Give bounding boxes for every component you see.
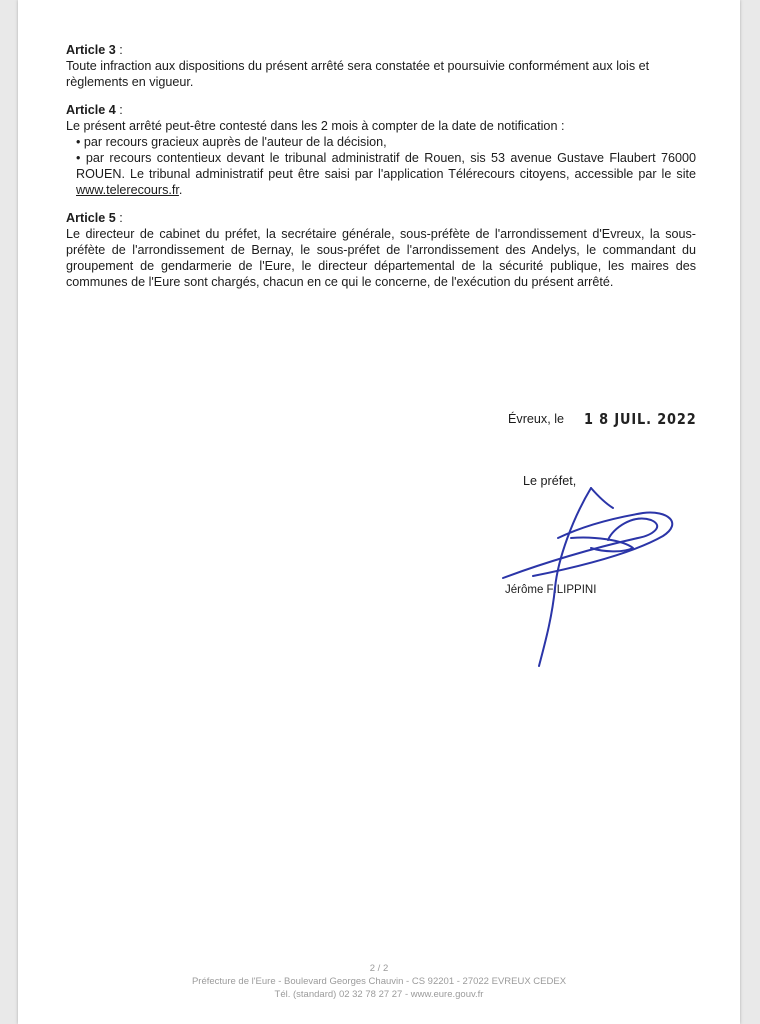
footer-contact: Tél. (standard) 02 32 78 27 27 - www.eure.gouv.fr — [274, 989, 484, 1000]
article-5-title: Article 5 — [66, 211, 116, 225]
article-3-text: Toute infraction aux dispositions du présent arrêté sera constatée et poursuivie conformément aux lois et règlements en vigueur. — [66, 59, 650, 89]
article-4-intro: Le présent arrêté peut-être contesté dans les 2 mois à compter de la date de notification : — [66, 119, 565, 133]
page-footer — [18, 962, 740, 1001]
footer-address: Préfecture de l'Eure - Boulevard Georges Chauvin - CS 92201 - 27022 EVREUX CEDEX — [191, 976, 567, 987]
article-4: Article 4 : Le présent arrêté peut-être contesté dans les 2 mois à compter de la date de notification : • par recours gracieux auprès de l'auteur de la décision, • par recours contentieux devant le tribunal administratif de Rouen, sis 53 avenue Gustave Flaubert 76000 ROUEN. Le tribunal administratif peut être saisi par l'application Télérecours citoyens, accessible par le site www.telerecours.fr. — [66, 103, 697, 197]
bullet-icon: • — [76, 151, 81, 165]
article-3-title: Article 3 — [66, 43, 116, 57]
telerecours-link[interactable]: www.telerecours.fr — [76, 183, 179, 197]
bullet-icon: • — [76, 135, 81, 149]
article-5-text: Le directeur de cabinet du préfet, la secrétaire générale, sous-préfète de l'arrondissement d'Evreux, la sous-préfète de l'arrondissement de Bernay, le sous-préfet de l'arrondissement des Andelys, le commandant du groupement de gendarmerie de l'Eure, le directeur départemental de la sécurité publique, les maires des communes de l'Eure sont chargés, chacun en ce qui le concerne, de l'exécution du présent arrêté. — [66, 227, 696, 289]
document-page — [18, 0, 740, 1024]
document-body — [66, 42, 696, 302]
page-number: 2 / 2 — [369, 963, 389, 974]
date-stamp: 1 8 JUIL. 2022 — [584, 410, 697, 428]
article-4-bullet-2: • par recours contentieux devant le tribunal administratif de Rouen, sis 53 avenue Gustave Flaubert 76000 ROUEN. Le tribunal administratif peut être saisi par l'application Télérecours citoyens, accessible par le site www.telerecours.fr. — [76, 151, 697, 197]
signatory-role: Le préfet, — [523, 474, 577, 488]
article-3: Article 3 : Toute infraction aux dispositions du présent arrêté sera constatée et poursuivie conformément aux lois et règlements en vigueur. — [66, 42, 696, 90]
signature-place: Évreux, le — [508, 412, 564, 426]
article-4-bullet-1: • par recours gracieux auprès de l'auteur de la décision, — [76, 135, 387, 149]
article-5: Article 5 : Le directeur de cabinet du préfet, la secrétaire générale, sous-préfète de l'arrondissement d'Evreux, la sous-préfète de l'arrondissement de Bernay, le sous-préfet de l'arrondissement des Andelys, le commandant du groupement de gendarmerie de l'Eure, le directeur départemental de la sécurité publique, les maires des communes de l'Eure sont chargés, chacun en ce qui le concerne, de l'exécution du présent arrêté. — [66, 211, 696, 289]
handwritten-signature — [473, 478, 703, 678]
signatory-name: Jérôme FILIPPINI — [505, 584, 597, 596]
article-4-title: Article 4 — [66, 103, 116, 117]
